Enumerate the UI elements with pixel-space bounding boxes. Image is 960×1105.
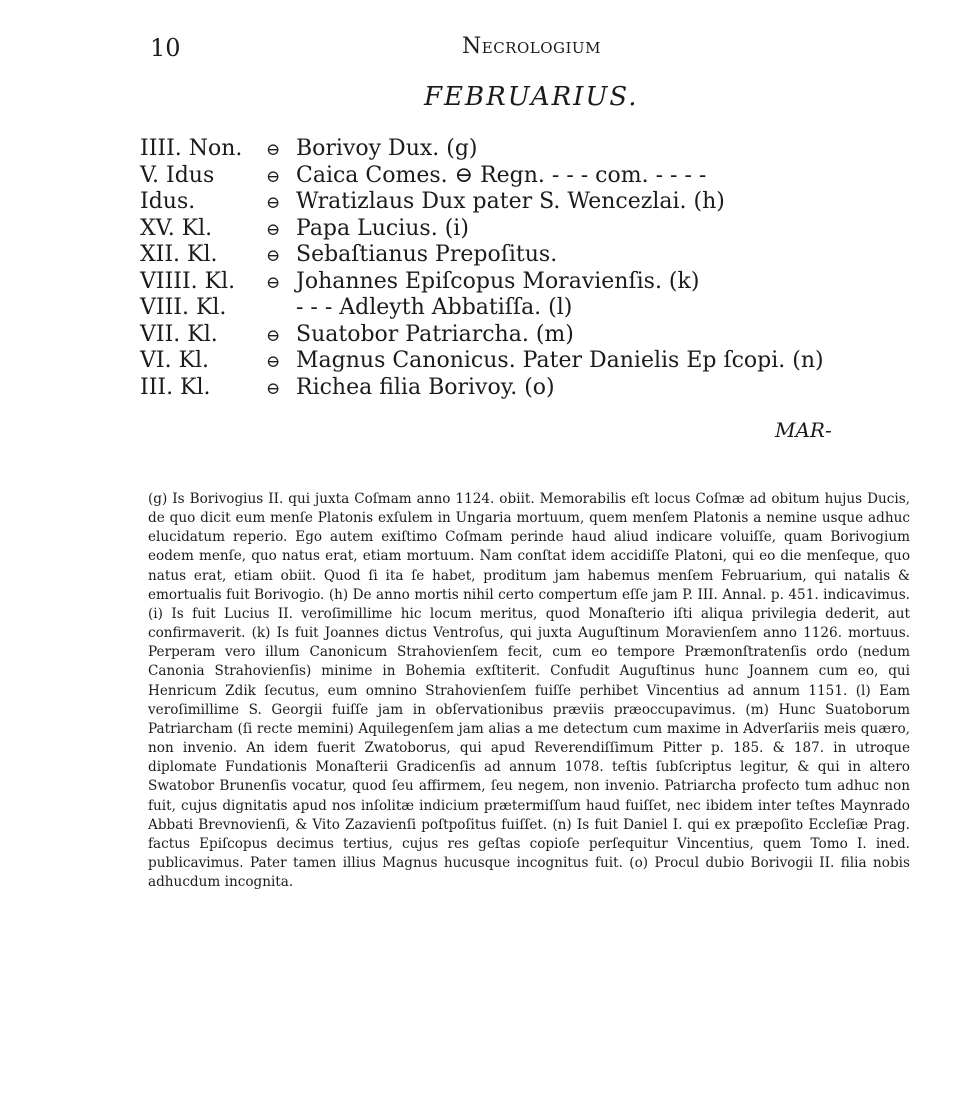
month-title: FEBRUARIUS. — [424, 82, 639, 112]
entry-name: Suatobor Patriarcha. (m) — [296, 321, 574, 347]
entry-date: XV. Kl. — [140, 215, 213, 241]
death-mark-icon: ⊖ — [266, 166, 281, 187]
death-mark-icon: ⊖ — [266, 140, 281, 160]
death-mark-icon: ⊖ — [266, 325, 281, 346]
entry-name: Johannes Epiſcopus Moravienſis. (k) — [296, 268, 700, 294]
necrology-entry — [140, 216, 900, 243]
entry-date: III. Kl. — [140, 374, 211, 400]
death-mark-icon: ⊖ — [266, 219, 281, 240]
entry-date: XII. Kl. — [140, 242, 218, 267]
necrology-entry — [140, 136, 900, 163]
necrology-entry — [140, 348, 900, 375]
necrology-entry — [140, 242, 900, 269]
death-mark-icon: ⊖ — [266, 352, 281, 372]
entry-name: - - - Adleyth Abbatiſſa. (l) — [296, 295, 573, 320]
entry-date: VIII. Kl. — [140, 295, 227, 320]
entry-date: VI. Kl. — [140, 348, 210, 373]
entry-name: Caica Comes. ⊖ Regn. - - - com. - - - - — [296, 162, 707, 188]
necrology-entry — [140, 322, 900, 349]
death-mark-icon: ⊖ — [266, 246, 281, 266]
necrology-entry — [140, 189, 900, 216]
entry-date: V. Idus — [140, 162, 215, 188]
catchword: MAR- — [775, 418, 832, 442]
death-mark-icon: ⊖ — [266, 193, 281, 213]
entry-name: Borivoy Dux. (g) — [296, 136, 478, 161]
entry-date: Idus. — [140, 189, 196, 214]
page-number: 10 — [150, 34, 181, 62]
entry-date: VII. Kl. — [140, 321, 218, 347]
necrology-entry — [140, 295, 900, 322]
entry-date: IIII. Non. — [140, 136, 243, 161]
necrology-entry — [140, 375, 900, 402]
death-mark-icon: ⊖ — [266, 272, 281, 293]
entry-name: Richea filia Borivoy. (o) — [296, 374, 555, 400]
entry-name: Magnus Canonicus. Pater Danielis Ep ſcopi. (n) — [296, 348, 824, 373]
running-head: Necrologium — [462, 34, 601, 59]
footnote-paragraph: (g) Is Borivogius II. qui juxta Coſmam anno 1124. obiit. Memorabilis eſt locus Coſmæ ad obitum hujus Ducis, de quo dicit eum menſe Platonis exſulem in Ungaria mortuum, quem menſem Platonis a nemine usque adhuc elucidatum reperio. Ego autem exiſtimo Coſmam perinde haud aliud indicare voluiſſe, quam Borivogium eodem menſe, quo natus erat, etiam mortuum. Nam conſtat idem accidiſſe Platoni, qui eo die menſeque, quo natus erat, etiam obiit. Quod ſi ita ſe habet, proditum jam habemus menſem Februarium, qui natalis & emortualis fuit Borivogio. (h) De anno mortis nihil certo compertum eſſe jam P. III. Annal. p. 451. indicavimus. (i) Is fuit Lucius II. veroſimillime hic locum meritus, quod Monaſterio iſti aliqua privilegia dederit, aut confirmaverit. (k) Is fuit Joannes dictus Ventroſus, qui juxta Auguſtinum Moravienſem anno 1126. mortuus. Perperam vero illum Canonicum Strahovienſem fecit, cum eo tempore Præmonſtratenſis ordo (nedum Canonia Strahovienſis) minime in Bohemia exſtiterit. Confudit Auguſtinus hunc Joannem cum eo, qui Henricum Zdik ſecutus, eum omnino Strahovienſem fuiſſe perhibet Vincentius ad annum 1151. (l) Eam veroſimillime S. Georgii fuiſſe jam in obſervationibus præviis præoccupavimus. (m) Hunc Suatoborum Patriarcham (ſi recte memini) Aquilegenſem jam alias a me detectum cum maxime in Adverſariis meis quæro, non invenio. An idem fuerit Zwatoborus, qui apud Reverendiſſimum Pitter p. 185. & 187. in utroque diplomate Fundationis Monaſterii Gradicenſis ad annum 1078. teſtis ſubſcriptus legitur, & qui in altero Swatobor Brunenſis vocatur, quod ſeu affirmem, ſeu negem, non invenio. Patriarcha profecto tum adhuc non fuit, cujus dignitatis apud nos inſolitæ indicium prætermiſſum haud fuiſſet, nec ibidem inter teſtes Maynrado Abbati Brevnovienſi, & Vito Zazavienſi poſtpoſitus fuiſſet. (n) Is fuit Daniel I. qui ex præpoſito Eccleſiæ Prag. factus Epiſcopus decimus tertius, cujus res geſtas copioſe perſequitur Vincentius, quem Tomo I. ined. publicavimus. Pater tamen illius Magnus hucusque incognitus fuit. (o) Procul dubio Borivogii II. filia nobis adhucdum incognita. — [148, 491, 910, 891]
necrology-entries — [140, 136, 900, 401]
necrology-entry — [140, 163, 900, 190]
entry-name: Papa Lucius. (i) — [296, 215, 469, 241]
footnotes — [148, 490, 910, 892]
necrology-entry — [140, 269, 900, 296]
entry-name: Wratizlaus Dux pater S. Wencezlai. (h) — [296, 189, 725, 214]
entry-name: Sebaſtianus Prepoſitus. — [296, 242, 558, 267]
death-mark-icon: ⊖ — [266, 378, 281, 399]
entry-date: VIIII. Kl. — [140, 268, 236, 294]
